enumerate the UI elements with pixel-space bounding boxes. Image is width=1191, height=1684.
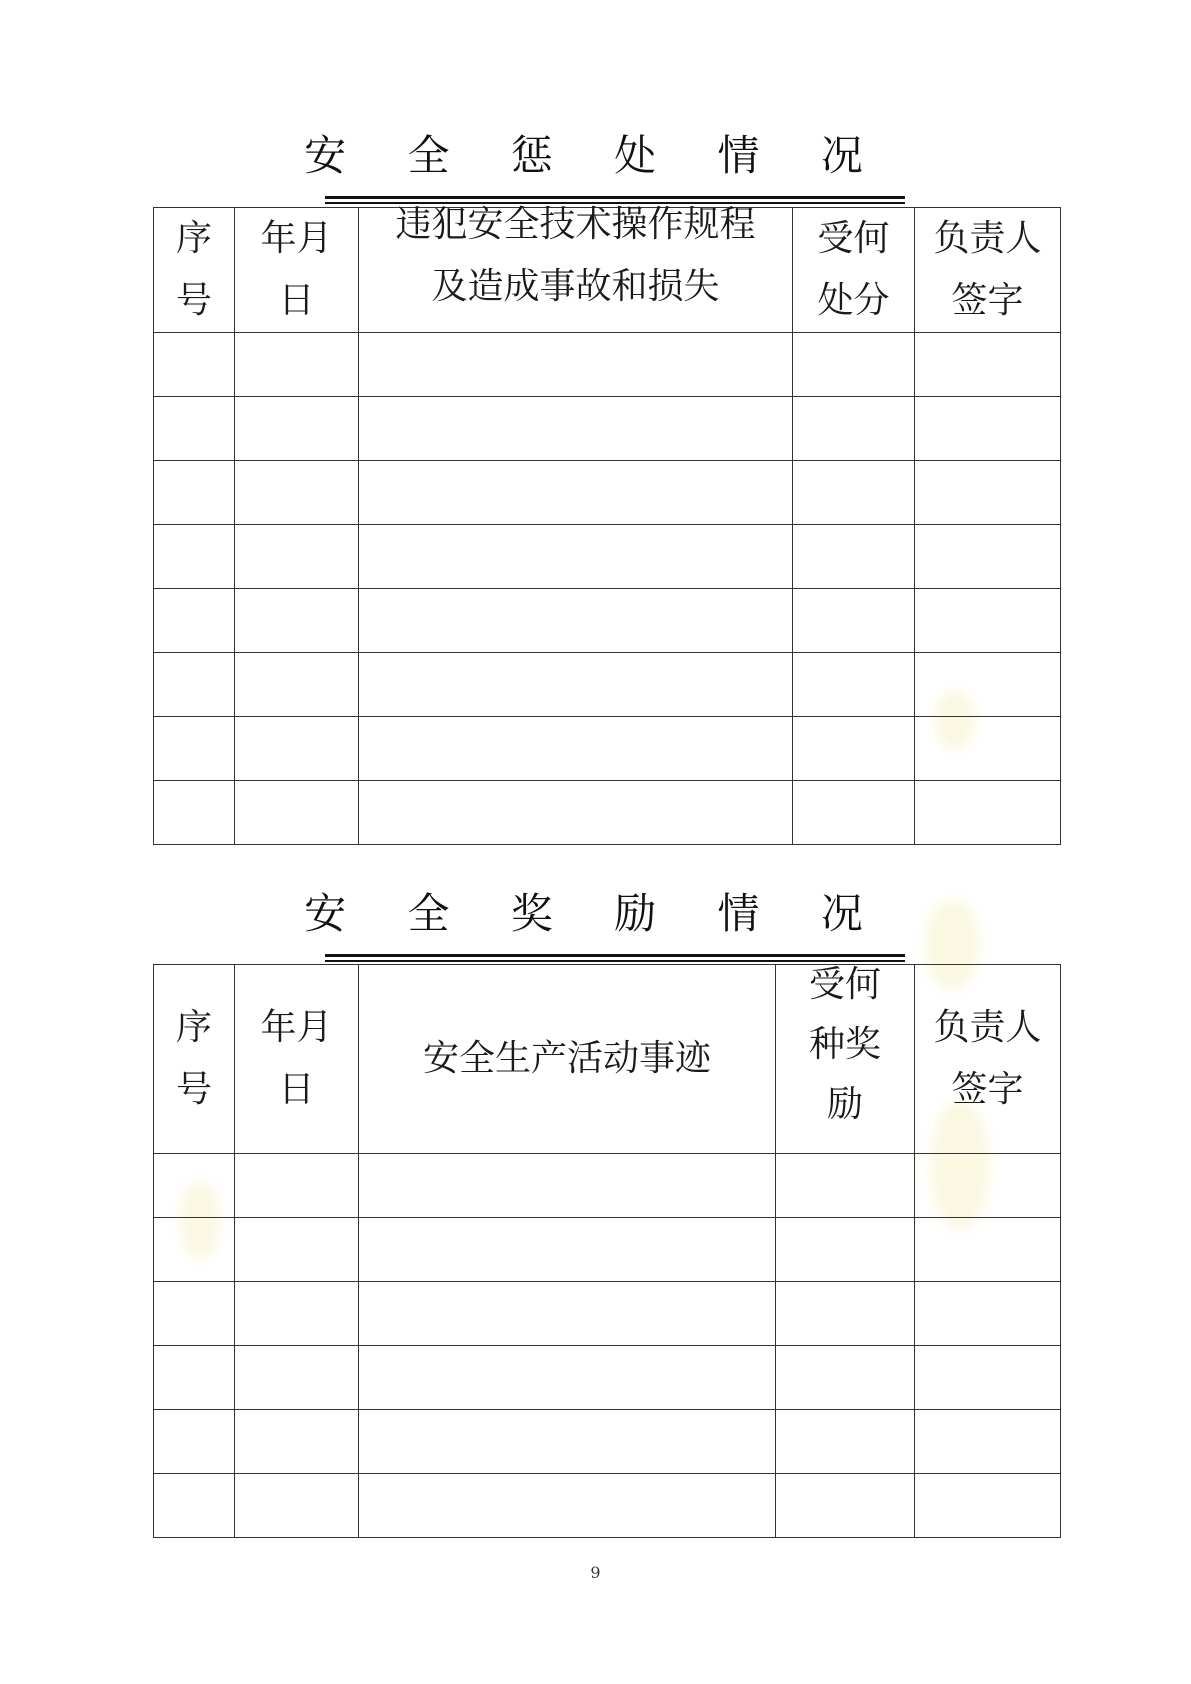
reward-table-body: [154, 1154, 1061, 1538]
table-cell: [235, 653, 359, 717]
header-date-line2: 日: [278, 280, 315, 321]
table-row: [154, 1474, 1061, 1538]
header-award-line2: 种奖: [808, 1024, 881, 1065]
table-row: [154, 461, 1061, 525]
header-deeds: [359, 965, 776, 1154]
header-award-line3: 励: [826, 1084, 863, 1125]
table-cell: [235, 1282, 359, 1346]
table-header-row: [154, 208, 1061, 333]
table-cell: [359, 717, 793, 781]
table-cell: [235, 781, 359, 845]
table-cell: [915, 653, 1061, 717]
table-cell: [793, 589, 915, 653]
table-cell: [915, 461, 1061, 525]
header-date-line2: 日: [278, 1069, 315, 1110]
table-cell: [154, 1154, 235, 1218]
reward-table: [153, 964, 1061, 1538]
table-cell: [359, 1410, 776, 1474]
table-cell: [235, 1410, 359, 1474]
table-cell: [154, 1282, 235, 1346]
table-row: [154, 1154, 1061, 1218]
table-cell: [915, 525, 1061, 589]
table-row: [154, 333, 1061, 397]
table-cell: [154, 653, 235, 717]
table-cell: [915, 1218, 1061, 1282]
header-signature-line1: 负责人: [933, 218, 1042, 259]
table-cell: [793, 333, 915, 397]
table-cell: [235, 589, 359, 653]
table-cell: [359, 397, 793, 461]
table-cell: [359, 461, 793, 525]
header-signature-line1: 负责人: [933, 1007, 1042, 1048]
table-cell: [915, 1346, 1061, 1410]
table-cell: [793, 461, 915, 525]
table-cell: [359, 525, 793, 589]
table-cell: [359, 589, 793, 653]
header-date-line1: 年月: [260, 218, 333, 259]
table-cell: [235, 525, 359, 589]
table-row: [154, 1218, 1061, 1282]
table-cell: [793, 397, 915, 461]
table-cell: [235, 1346, 359, 1410]
table-row: [154, 653, 1061, 717]
header-signature-line2: 签字: [951, 280, 1024, 321]
table-cell: [776, 1346, 915, 1410]
header-date: [235, 965, 359, 1154]
table-cell: [915, 717, 1061, 781]
table-cell: [154, 397, 235, 461]
page-number: 9: [590, 1563, 601, 1582]
header-award: [776, 965, 915, 1154]
table-row: [154, 397, 1061, 461]
header-seq-line2: 号: [175, 280, 212, 321]
table-cell: [235, 1154, 359, 1218]
penalty-section-title: 安 全 惩 处 情 况: [304, 131, 887, 180]
header-signature: [915, 965, 1061, 1154]
table-cell: [154, 1346, 235, 1410]
header-seq-line2: 号: [175, 1069, 212, 1110]
header-award-line1: 受何: [808, 964, 881, 1005]
table-cell: [235, 1218, 359, 1282]
table-cell: [154, 1410, 235, 1474]
table-cell: [793, 653, 915, 717]
table-cell: [154, 1474, 235, 1538]
table-row: [154, 781, 1061, 845]
table-cell: [915, 1282, 1061, 1346]
header-date-line1: 年月: [260, 1007, 333, 1048]
header-seq: [154, 965, 235, 1154]
table-header-row: [154, 965, 1061, 1154]
table-cell: [359, 1474, 776, 1538]
penalty-table-body: [154, 333, 1061, 845]
table-cell: [776, 1474, 915, 1538]
table-cell: [235, 397, 359, 461]
header-seq-line1: 序: [175, 218, 212, 259]
table-cell: [154, 781, 235, 845]
header-disposition: [793, 208, 915, 333]
table-cell: [359, 333, 793, 397]
table-cell: [776, 1410, 915, 1474]
header-violation: [359, 204, 793, 333]
penalty-table: [153, 204, 1061, 845]
table-row: [154, 1410, 1061, 1474]
table-cell: [915, 589, 1061, 653]
table-row: [154, 1346, 1061, 1410]
table-cell: [915, 781, 1061, 845]
reward-section-title: 安 全 奖 励 情 况: [304, 889, 887, 938]
table-cell: [793, 525, 915, 589]
table-cell: [154, 461, 235, 525]
table-cell: [359, 1154, 776, 1218]
header-violation-line1: 违犯安全技术操作规程: [395, 204, 756, 245]
header-deeds-text: 安全生产活动事迹: [422, 1038, 711, 1079]
header-seq: [154, 208, 235, 333]
header-disposition-line1: 受何: [817, 218, 890, 259]
table-cell: [359, 781, 793, 845]
table-cell: [154, 333, 235, 397]
table-cell: [776, 1218, 915, 1282]
header-violation-line2: 及造成事故和损失: [431, 266, 720, 307]
table-cell: [359, 653, 793, 717]
table-cell: [915, 1410, 1061, 1474]
table-cell: [915, 1154, 1061, 1218]
table-cell: [154, 525, 235, 589]
table-cell: [915, 1474, 1061, 1538]
table-cell: [235, 1474, 359, 1538]
table-cell: [154, 589, 235, 653]
table-cell: [154, 717, 235, 781]
table-cell: [776, 1154, 915, 1218]
header-signature: [915, 208, 1061, 333]
table-cell: [793, 781, 915, 845]
header-date: [235, 208, 359, 333]
table-cell: [776, 1282, 915, 1346]
table-cell: [235, 717, 359, 781]
table-cell: [235, 333, 359, 397]
table-row: [154, 525, 1061, 589]
header-disposition-line2: 处分: [817, 280, 890, 321]
table-row: [154, 589, 1061, 653]
table-cell: [235, 461, 359, 525]
table-cell: [793, 717, 915, 781]
header-seq-line1: 序: [175, 1007, 212, 1048]
header-signature-line2: 签字: [951, 1069, 1024, 1110]
table-cell: [915, 397, 1061, 461]
table-cell: [359, 1218, 776, 1282]
table-cell: [154, 1218, 235, 1282]
table-row: [154, 717, 1061, 781]
table-cell: [359, 1346, 776, 1410]
table-row: [154, 1282, 1061, 1346]
table-cell: [915, 333, 1061, 397]
table-cell: [359, 1282, 776, 1346]
